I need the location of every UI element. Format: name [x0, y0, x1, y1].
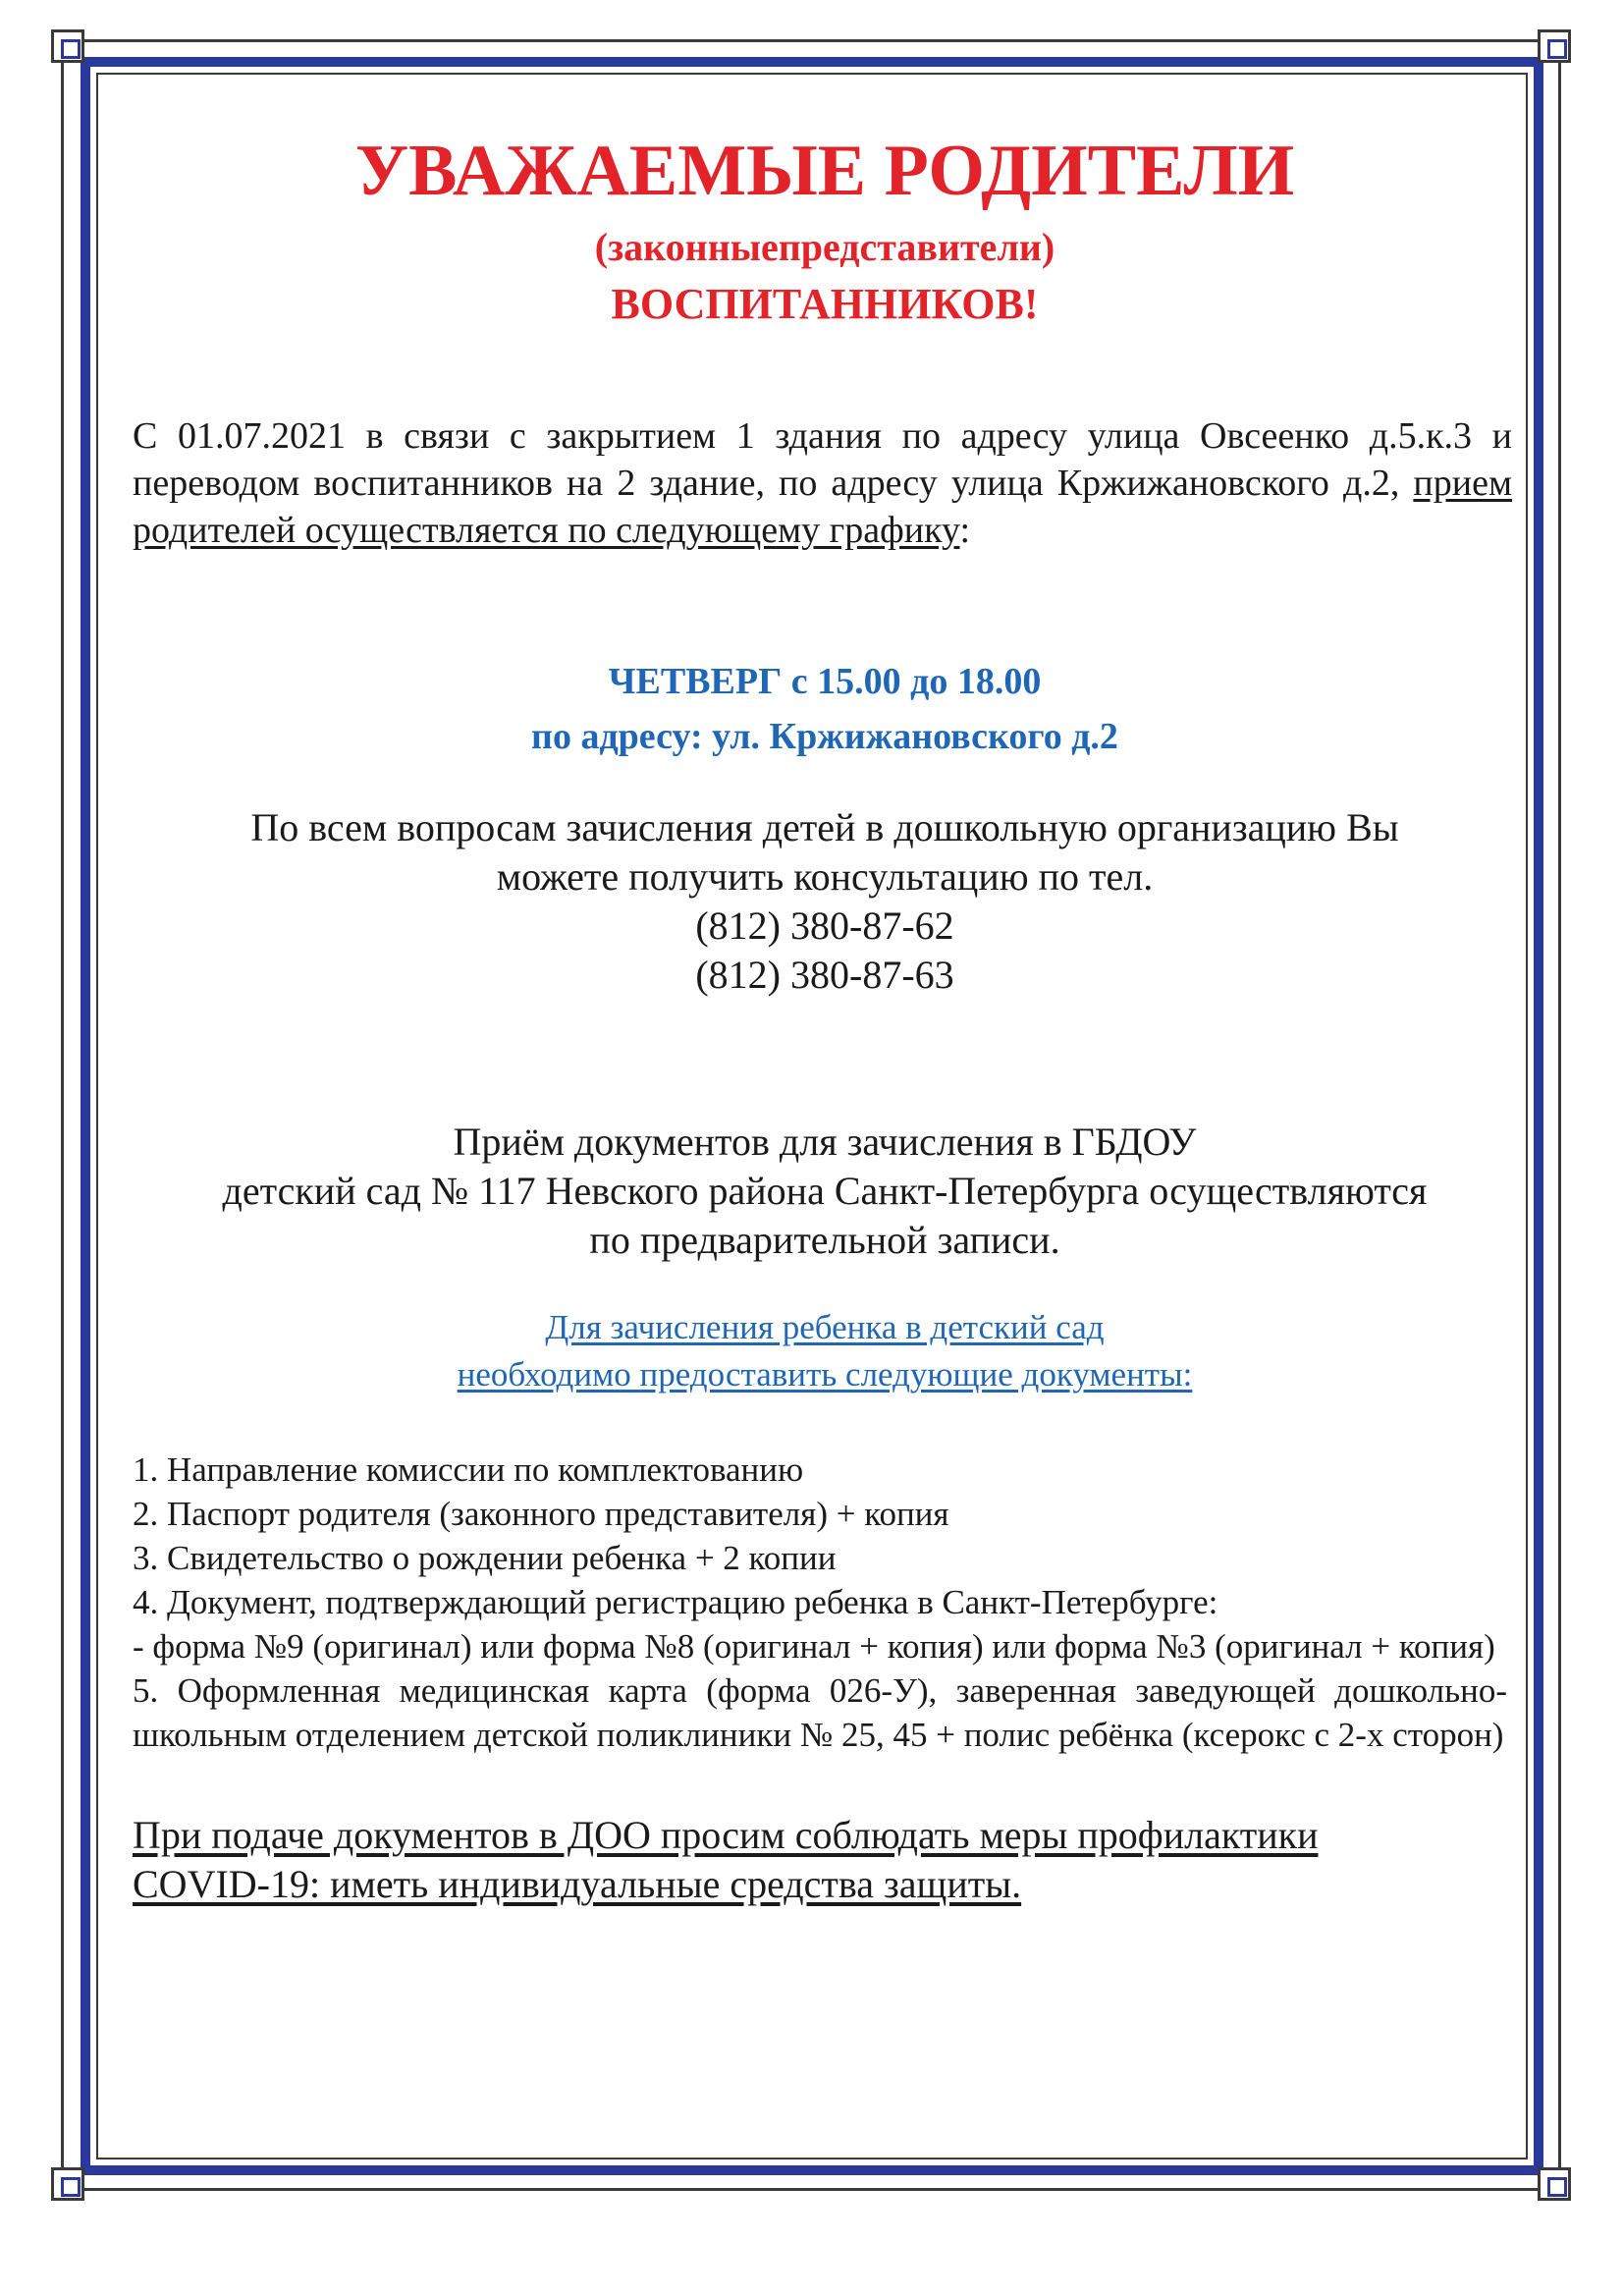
- notice-paragraph: [133, 412, 1512, 554]
- consult-phone1: (812) 380-87-62: [695, 903, 954, 948]
- covid-note-line2: COVID-19: иметь индивидуальные средства защиты.: [133, 1862, 1022, 1906]
- schedule-block: [133, 654, 1517, 764]
- frame-corner-ornament: [1538, 29, 1571, 63]
- documents-header-line1: Для зачисления ребенка в детский сад: [545, 1308, 1105, 1346]
- reception-line1: Приём документов для зачисления в ГБДОУ: [453, 1120, 1197, 1164]
- document-content: [133, 118, 1517, 1909]
- consult-block: [133, 803, 1517, 1000]
- list-item: 4. Документ, подтверждающий регистрацию ребенка в Санкт-Петербурге:: [133, 1583, 1218, 1621]
- notice-text-underlined: прием родителей осуществляется по следующему графику: [133, 463, 1512, 551]
- consult-phone2: (812) 380-87-63: [695, 953, 954, 997]
- schedule-address: по адресу: ул. Кржижановского д.2: [531, 716, 1118, 757]
- consult-line2: можете получить консультацию по тел.: [496, 854, 1154, 899]
- page-title-line3: ВОСПИТАННИКОВ!: [611, 280, 1039, 328]
- schedule-day-time: ЧЕТВЕРГ с 15.00 до 18.00: [608, 661, 1042, 702]
- reception-line3: по предварительной записи.: [589, 1218, 1060, 1262]
- reception-line2: детский сад № 117 Невского района Санкт-Петербурга осуществляются: [222, 1169, 1428, 1213]
- frame-corner-ornament: [51, 29, 84, 63]
- list-item: 1. Направление комиссии по комплектованию: [133, 1450, 804, 1489]
- reception-block: [133, 1118, 1517, 1265]
- list-item: 2. Паспорт родителя (законного представителя) + копия: [133, 1495, 949, 1533]
- covid-note: [133, 1811, 1517, 1909]
- page-subtitle: (законныепредставители): [594, 225, 1055, 269]
- notice-text-end: :: [959, 510, 971, 551]
- consult-line1: По всем вопросам зачисления детей в дошкольную организацию Вы: [250, 805, 1399, 849]
- documents-header: [133, 1304, 1517, 1398]
- frame-corner-ornament: [51, 2167, 84, 2201]
- list-item: 3. Свидетельство о рождении ребенка + 2 копии: [133, 1539, 837, 1577]
- covid-note-line1: При подаче документов в ДОО просим соблюдать меры профилактики: [133, 1813, 1319, 1857]
- documents-list: [133, 1448, 1507, 1757]
- page-title: УВАЖАЕМЫЕ РОДИТЕЛИ: [354, 131, 1295, 211]
- frame-corner-ornament: [1538, 2167, 1571, 2201]
- list-item: - форма №9 (оригинал) или форма №8 (оригинал + копия) или форма №3 (оригинал + копия): [133, 1627, 1495, 1666]
- documents-header-line2: необходимо предоставить следующие документы:: [457, 1355, 1193, 1394]
- list-item: 5. Оформленная медицинская карта (форма 026-У), заверенная заведующей дошкольно-школьным отделением детской поликлиники № 25, 45 + полис ребёнка (ксерокс с 2-х сторон): [133, 1671, 1507, 1754]
- notice-text: С 01.07.2021 в связи с закрытием 1 здания по адресу улица Овсеенко д.5.к.3 и переводом воспитанников на 2 здание, по адресу улица Кржижановского д.2,: [133, 415, 1512, 504]
